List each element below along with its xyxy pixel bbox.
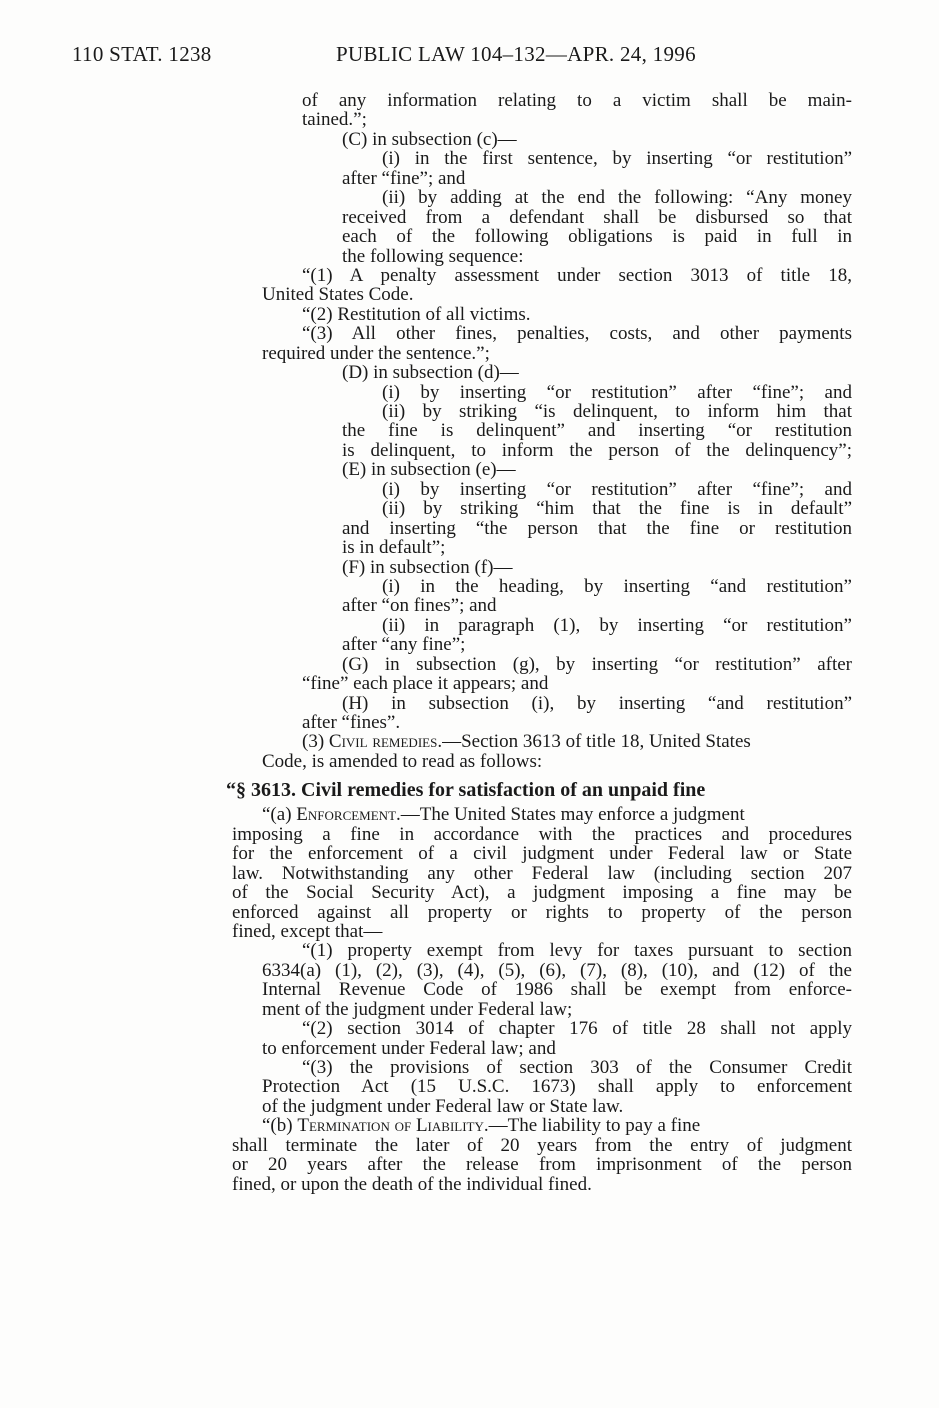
text-line: is delinquent, to inform the person of the delinquency”; <box>342 439 852 461</box>
text-line: “(3) the provisions of section 303 of the Consumer Credit <box>302 1057 852 1078</box>
text-line: law. Notwithstanding any other Federal law (including section 207 <box>232 862 852 884</box>
subsection-heading: Enforcement <box>296 804 397 826</box>
text-run: “(a) <box>262 804 297 826</box>
text-run: “(b) <box>262 1115 298 1137</box>
paragraph-heading: Civil remedies <box>328 731 438 753</box>
text-line <box>232 1116 852 1135</box>
text-line: after “on fines”; and <box>342 595 497 617</box>
section-heading: “§ 3613. Civil remedies for satisfaction of an unpaid fine <box>226 779 706 802</box>
text-line: ment of the judgment under Federal law; <box>262 998 573 1020</box>
text-run: (3) <box>302 731 329 753</box>
text-line: each of the following obligations is paid in full in <box>342 226 852 248</box>
text-line: enforced against all property or rights to property of the person <box>232 901 852 923</box>
text-line: fined, or upon the death of the individual fined. <box>232 1173 592 1195</box>
text-run: .—Section 3613 of title 18, United States <box>437 731 751 753</box>
text-line: United States Code. <box>262 284 414 306</box>
text-line <box>232 805 852 824</box>
text-line: after “fine”; and <box>342 167 466 189</box>
text-line: and inserting “the person that the fine or restitution <box>342 517 852 539</box>
text-line: (C) in subsection (c)— <box>342 128 517 150</box>
text-line: for the enforcement of a civil judgment under Federal law or State <box>232 843 852 865</box>
text-run: .—The liability to pay a fine <box>483 1115 701 1137</box>
text-line: fined, except that— <box>232 920 383 942</box>
body-text <box>226 90 852 1195</box>
text-line: after “fines”. <box>302 712 401 733</box>
text-line: (ii) by striking “is delinquent, to inform him that <box>382 401 852 422</box>
text-line: required under the sentence.”; <box>262 342 490 364</box>
subsection-heading: Termination of Liability <box>297 1115 484 1137</box>
text-line: the following sequence: <box>342 245 524 267</box>
text-line: received from a defendant shall be disbursed so that <box>342 206 852 228</box>
text-line: (D) in subsection (d)— <box>342 362 519 384</box>
text-line: (i) in the heading, by inserting “and restitution” <box>382 575 852 597</box>
text-line: (i) in the first sentence, by inserting “or restitution” <box>382 148 852 170</box>
text-line: “(2) section 3014 of chapter 176 of title 28 shall not apply <box>302 1018 852 1040</box>
text-line: Internal Revenue Code of 1986 shall be exempt from enforce- <box>262 979 852 1001</box>
text-line: (ii) in paragraph (1), by inserting “or restitution” <box>382 614 852 636</box>
text-line: imposing a fine in accordance with the practices and procedures <box>232 823 852 845</box>
text-line: “(2) Restitution of all victims. <box>302 303 531 325</box>
text-line: (H) in subsection (i), by inserting “and restitution” <box>342 692 852 714</box>
text-line: tained.”; <box>302 109 367 131</box>
text-line: after “any fine”; <box>342 634 466 656</box>
text-line: the fine is delinquent” and inserting “or restitution <box>342 420 852 442</box>
text-line: Protection Act (15 U.S.C. 1673) shall apply to enforcement <box>262 1076 852 1098</box>
text-line: (F) in subsection (f)— <box>342 556 513 578</box>
page-citation: 110 STAT. 1238 <box>72 42 212 66</box>
text-line: “(3) All other fines, penalties, costs, and other payments <box>302 323 852 345</box>
running-head: PUBLIC LAW 104–132—APR. 24, 1996 <box>336 42 696 66</box>
text-line: (ii) by striking “him that the fine is in default” <box>382 498 852 520</box>
text-line: “(1) property exempt from levy for taxes pursuant to section <box>302 940 852 962</box>
text-line: Code, is amended to read as follows: <box>262 750 543 772</box>
text-line: is in default”; <box>342 537 446 559</box>
text-line: (i) by inserting “or restitution” after “fine”; and <box>382 478 852 500</box>
text-line: (E) in subsection (e)— <box>342 459 516 481</box>
text-line <box>232 732 852 751</box>
text-line: of any information relating to a victim shall be main- <box>302 90 852 111</box>
text-line: “fine” each place it appears; and <box>302 673 549 695</box>
text-line: shall terminate the later of 20 years from the entry of judgment <box>232 1134 852 1156</box>
text-line: (ii) by adding at the end the following: “Any money <box>382 187 852 209</box>
text-line: (G) in subsection (g), by inserting “or restitution” after <box>342 653 852 675</box>
text-line: “(1) A penalty assessment under section 3013 of title 18, <box>302 264 852 286</box>
text-line: of the judgment under Federal law or State law. <box>262 1095 624 1117</box>
text-run: .—The United States may enforce a judgment <box>396 804 745 826</box>
text-line: of the Social Security Act), a judgment imposing a fine may be <box>232 882 852 904</box>
text-line: or 20 years after the release from imprisonment of the person <box>232 1154 852 1176</box>
text-line: (i) by inserting “or restitution” after “fine”; and <box>382 381 852 403</box>
text-line: to enforcement under Federal law; and <box>262 1037 556 1059</box>
text-line: 6334(a) (1), (2), (3), (4), (5), (6), (7), (8), (10), and (12) of the <box>262 959 852 981</box>
